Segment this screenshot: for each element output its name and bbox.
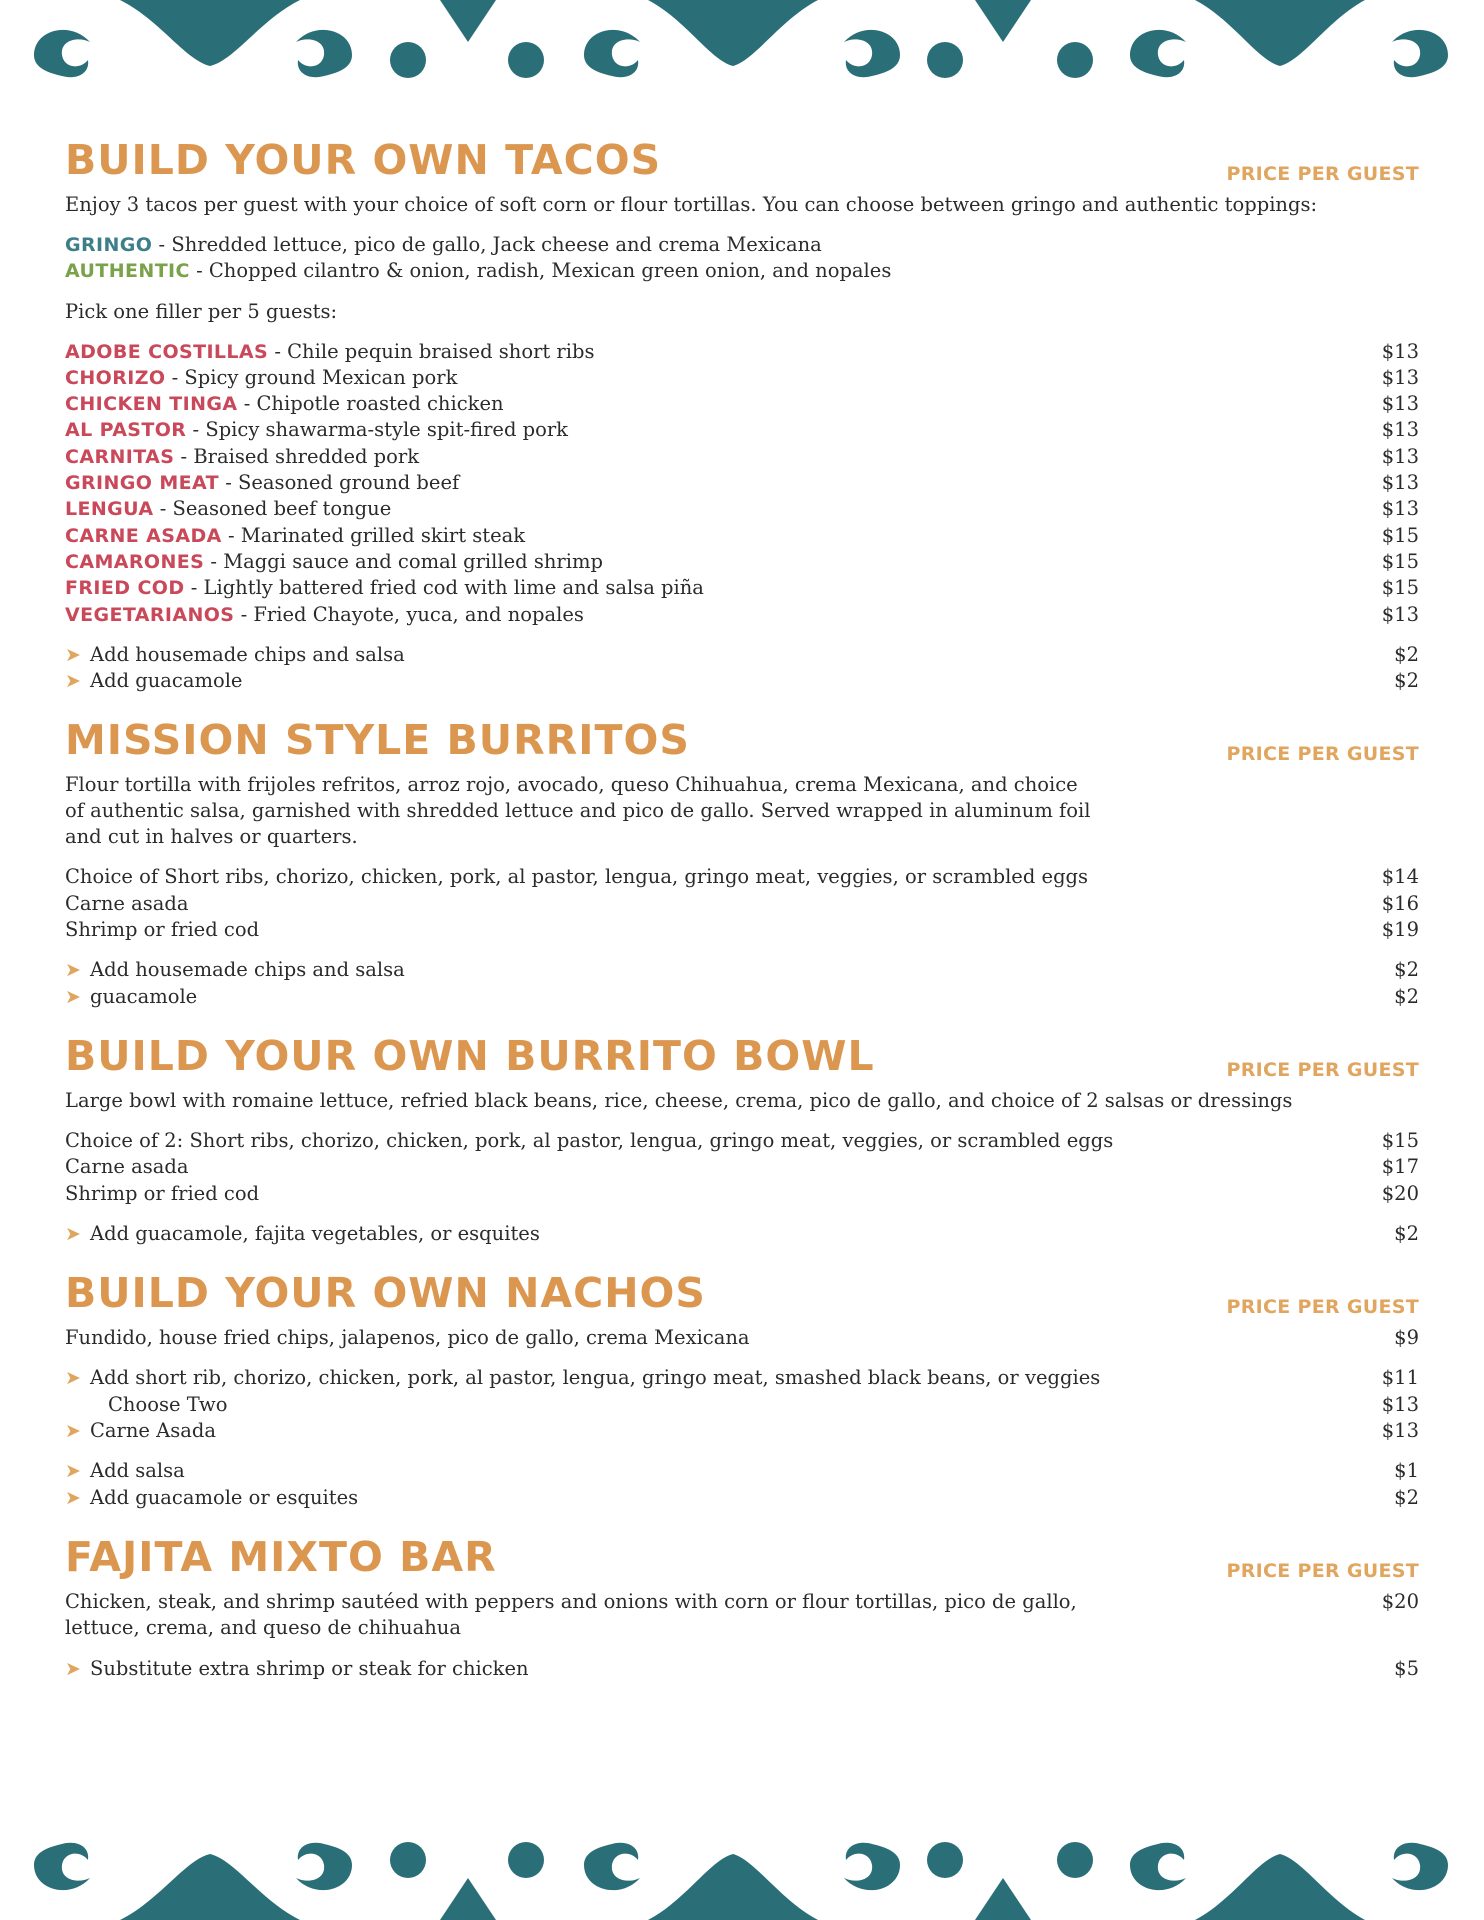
- filler-name: VEGETARIANOS: [65, 603, 235, 626]
- filler-text: [65, 470, 459, 496]
- addon-row: [65, 1221, 1419, 1247]
- menu-item-row: [65, 1128, 1419, 1154]
- intro-line: of authentic salsa, garnished with shredded lettuce and pico de gallo. Served wrapped in aluminum foil: [65, 799, 1091, 823]
- addon-text: Add guacamole, fajita vegetables, or esquites: [90, 1221, 540, 1245]
- filler-note: Pick one filler per 5 guests:: [65, 299, 338, 323]
- addon-text: Add housemade chips and salsa: [90, 958, 405, 982]
- section-header: [65, 130, 1419, 192]
- filler-price: $13: [1381, 602, 1419, 626]
- addon-line: [65, 642, 405, 668]
- addon-row: [65, 984, 1419, 1010]
- item-price: $19: [1381, 918, 1419, 942]
- addon-line: [65, 1656, 529, 1682]
- filler-name: CAMARONES: [65, 550, 205, 573]
- section-header: [65, 1263, 1419, 1325]
- section-intro: [65, 772, 1419, 850]
- filler-price: $13: [1381, 392, 1419, 416]
- arrow-icon: ➤: [65, 959, 81, 982]
- filler-price: $13: [1381, 471, 1419, 495]
- filler-row: [65, 444, 1419, 470]
- addon-price: $2: [1394, 1221, 1419, 1245]
- addon-price: $2: [1394, 642, 1419, 666]
- item-price: $16: [1381, 891, 1419, 915]
- item-price: $9: [1394, 1326, 1419, 1350]
- filler-name: AL PASTOR: [65, 419, 187, 442]
- filler-row: [65, 339, 1419, 365]
- section-title: BUILD YOUR OWN TACOS: [65, 136, 662, 184]
- filler-row: [65, 496, 1419, 522]
- addon-list: [65, 1656, 1419, 1682]
- arrow-icon: ➤: [65, 643, 81, 666]
- price-per-guest-label: PRICE PER GUEST: [1226, 1559, 1419, 1582]
- filler-row: [65, 575, 1419, 601]
- filler-text: [65, 575, 704, 601]
- item-text: Fundido, house fried chips, jalapenos, pico de gallo, crema Mexicana: [65, 1326, 750, 1350]
- addon-row: [65, 1458, 1419, 1484]
- filler-name: LENGUA: [65, 498, 154, 521]
- addon-list: [65, 957, 1419, 1010]
- filler-desc: - Chile pequin braised short ribs: [274, 339, 595, 363]
- addon-text: Choose Two: [108, 1392, 228, 1416]
- filler-text: [65, 417, 568, 443]
- filler-text: [65, 523, 525, 549]
- filler-row: [65, 549, 1419, 575]
- addon-list: [65, 1221, 1419, 1247]
- filler-price: $15: [1381, 549, 1419, 573]
- section-title: MISSION STYLE BURRITOS: [65, 716, 690, 765]
- filler-text: [65, 391, 504, 417]
- menu-item-row: [65, 1325, 1419, 1351]
- arrow-icon: ➤: [65, 985, 81, 1008]
- topping-gringo: [65, 232, 1419, 258]
- topping-desc: - Shredded lettuce, pico de gallo, Jack cheese and crema Mexicana: [158, 233, 822, 256]
- price-per-guest-label: PRICE PER GUEST: [1226, 1058, 1419, 1081]
- decorative-border-top: [0, 0, 1484, 100]
- item-price: $14: [1381, 865, 1419, 889]
- filler-name: FRIED COD: [65, 577, 185, 600]
- intro-line: and cut in halves or quarters.: [65, 825, 358, 849]
- section-header: [65, 710, 1419, 772]
- filler-price: $13: [1381, 365, 1419, 389]
- addon-row: [65, 1656, 1419, 1682]
- item-list: [65, 1128, 1419, 1207]
- addon-price: $2: [1394, 984, 1419, 1008]
- addon-text: Add salsa: [90, 1459, 185, 1483]
- item-text: Choice of Short ribs, chorizo, chicken, pork, al pastor, lengua, gringo meat, veggies, or scrambled eggs: [65, 865, 1089, 889]
- section-nachos: [65, 1263, 1419, 1511]
- arrow-icon: ➤: [65, 1367, 81, 1390]
- addon-price: $2: [1394, 958, 1419, 982]
- section-intro: Large bowl with romaine lettuce, refried black beans, rice, cheese, crema, pico de gallo, and choice of 2 salsas or dressings: [65, 1088, 1293, 1112]
- filler-row: [65, 391, 1419, 417]
- addon-list: [65, 642, 1419, 695]
- filler-desc: - Maggi sauce and comal grilled shrimp: [210, 549, 603, 573]
- addon-line: [65, 1458, 185, 1484]
- item-text: Choice of 2: Short ribs, chorizo, chicken, pork, al pastor, lengua, gringo meat, veggies, or scrambled eggs: [65, 1128, 1114, 1152]
- topping-name: AUTHENTIC: [65, 260, 190, 283]
- item-price: $20: [1381, 1181, 1419, 1205]
- filler-desc: - Seasoned beef tongue: [159, 497, 392, 521]
- filler-desc: - Marinated grilled skirt steak: [227, 523, 526, 547]
- arrow-icon: ➤: [65, 1657, 81, 1680]
- addon-line: [65, 1485, 358, 1511]
- arrow-icon: ➤: [65, 1460, 81, 1483]
- filler-desc: - Spicy ground Mexican pork: [171, 365, 458, 389]
- addon-row: [65, 957, 1419, 983]
- arrow-icon: ➤: [65, 1486, 81, 1509]
- topping-name: GRINGO: [65, 234, 153, 256]
- addon-price: $13: [1381, 1392, 1419, 1416]
- filler-text: [65, 365, 457, 391]
- decorative-border-bottom: [0, 1820, 1484, 1920]
- addon-price: $13: [1381, 1419, 1419, 1443]
- addon-text: Carne Asada: [90, 1419, 216, 1443]
- filler-price: $15: [1381, 576, 1419, 600]
- price-per-guest-label: PRICE PER GUEST: [1226, 1296, 1419, 1319]
- filler-desc: - Chipotle roasted chicken: [243, 392, 504, 416]
- filler-row: [65, 417, 1419, 443]
- addon-text: guacamole: [90, 984, 198, 1008]
- filler-text: [65, 339, 594, 365]
- filler-desc: - Braised shredded pork: [180, 444, 420, 468]
- filler-text: [65, 496, 391, 522]
- item-text: Carne asada: [65, 891, 189, 915]
- section-intro: Enjoy 3 tacos per guest with your choice of soft corn or flour tortillas. You can choose between gringo and authentic toppings:: [65, 193, 1318, 216]
- filler-row: [65, 523, 1419, 549]
- section-header: [65, 1026, 1419, 1088]
- price-per-guest-label: PRICE PER GUEST: [1226, 743, 1419, 766]
- addon-price: $2: [1394, 1485, 1419, 1509]
- section-title: BUILD YOUR OWN BURRITO BOWL: [65, 1031, 875, 1080]
- filler-price: $13: [1381, 339, 1419, 363]
- item-price: $17: [1381, 1155, 1419, 1179]
- filler-list: [65, 339, 1419, 628]
- filler-price: $13: [1381, 418, 1419, 442]
- filler-text: [65, 602, 584, 628]
- filler-desc: - Spicy shawarma-style spit-fired pork: [192, 418, 568, 442]
- addon-text: Add guacamole or esquites: [90, 1485, 359, 1509]
- menu-item-row: [65, 1589, 1419, 1615]
- filler-price: $15: [1381, 523, 1419, 547]
- filler-name: CARNE ASADA: [65, 524, 222, 547]
- addon-row: [65, 1365, 1419, 1391]
- menu-item-row: [65, 1615, 1419, 1641]
- arrow-icon: ➤: [65, 1222, 81, 1245]
- menu-content: [65, 130, 1419, 1682]
- arrow-icon: ➤: [65, 1420, 81, 1443]
- addon-row: [65, 668, 1419, 694]
- filler-name: CHICKEN TINGA: [65, 393, 238, 416]
- topping-authentic: [65, 258, 1419, 284]
- filler-name: GRINGO MEAT: [65, 472, 220, 495]
- filler-desc: - Fried Chayote, yuca, and nopales: [240, 602, 584, 626]
- filler-name: CARNITAS: [65, 445, 175, 468]
- price-per-guest-label: PRICE PER GUEST: [1226, 163, 1419, 185]
- addon-list: [65, 1458, 1419, 1511]
- addon-price: $2: [1394, 669, 1419, 693]
- addon-line: [65, 957, 405, 983]
- addon-text: Add housemade chips and salsa: [90, 642, 405, 666]
- intro-line: Flour tortilla with frijoles refritos, arroz rojo, avocado, queso Chihuahua, crema Mexicana, and choice: [65, 773, 1078, 797]
- addon-row: [65, 1392, 1419, 1418]
- addon-row: [65, 642, 1419, 668]
- filler-row: [65, 470, 1419, 496]
- section-burrito-bowl: [65, 1026, 1419, 1247]
- topping-desc: - Chopped cilantro & onion, radish, Mexican green onion, and nopales: [196, 259, 892, 283]
- item-text: Carne asada: [65, 1155, 189, 1179]
- item-list: [65, 864, 1419, 943]
- item-text: Chicken, steak, and shrimp sautéed with peppers and onions with corn or flour tortillas, pico de gallo,: [65, 1589, 1077, 1613]
- section-fajita: [65, 1527, 1419, 1682]
- item-text: lettuce, crema, and queso de chihuahua: [65, 1616, 461, 1640]
- addon-price: $1: [1394, 1459, 1419, 1483]
- filler-price: $13: [1381, 497, 1419, 521]
- section-title: FAJITA MIXTO BAR: [65, 1532, 497, 1581]
- menu-item-row: [65, 1154, 1419, 1180]
- filler-text: [65, 444, 419, 470]
- addon-price: $11: [1381, 1366, 1419, 1390]
- menu-item-row: [65, 891, 1419, 917]
- item-price: $20: [1381, 1589, 1419, 1613]
- addon-text: Substitute extra shrimp or steak for chicken: [90, 1656, 529, 1680]
- filler-price: $13: [1381, 444, 1419, 468]
- item-text: Shrimp or fried cod: [65, 1181, 260, 1205]
- filler-text: [65, 549, 603, 575]
- section-burritos: [65, 710, 1419, 1009]
- addon-line: [65, 1221, 540, 1247]
- menu-item-row: [65, 1181, 1419, 1207]
- filler-row: [65, 602, 1419, 628]
- addon-line: [65, 668, 242, 694]
- arrow-icon: ➤: [65, 670, 81, 693]
- addon-price: $5: [1394, 1656, 1419, 1680]
- section-header: [65, 1527, 1419, 1589]
- filler-desc: - Lightly battered fried cod with lime and salsa piña: [190, 576, 704, 600]
- addon-text: Add guacamole: [90, 669, 243, 693]
- filler-name: CHORIZO: [65, 366, 166, 389]
- filler-row: [65, 365, 1419, 391]
- filler-name: ADOBE COSTILLAS: [65, 340, 269, 363]
- addon-row: [65, 1418, 1419, 1444]
- section-tacos: [65, 130, 1419, 694]
- filler-desc: - Seasoned ground beef: [225, 471, 460, 495]
- addon-line: [65, 984, 197, 1010]
- section-title: BUILD YOUR OWN NACHOS: [65, 1269, 706, 1318]
- item-text: Shrimp or fried cod: [65, 918, 260, 942]
- item-price: $15: [1381, 1128, 1419, 1152]
- addon-row: [65, 1485, 1419, 1511]
- menu-item-row: [65, 864, 1419, 890]
- addon-text: Add short rib, chorizo, chicken, pork, al pastor, lengua, gringo meat, smashed black beans, or veggies: [90, 1366, 1101, 1390]
- menu-item-row: [65, 917, 1419, 943]
